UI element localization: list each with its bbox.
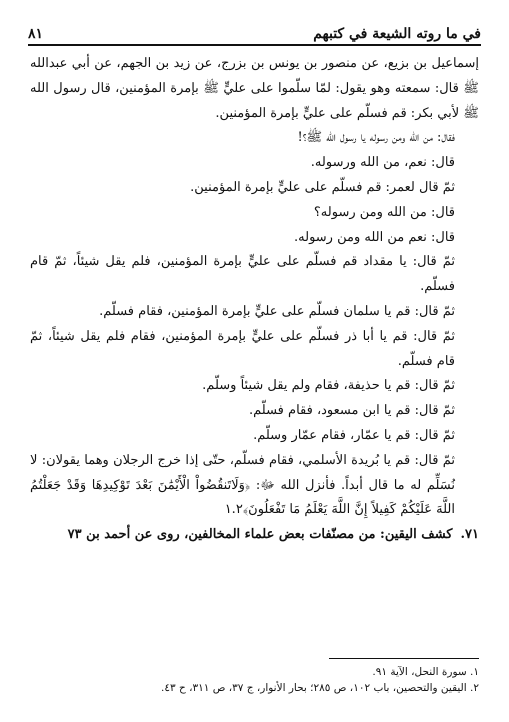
header-rule <box>28 44 481 46</box>
footnotes <box>30 664 479 696</box>
running-header <box>28 20 481 42</box>
paragraph: ثمّ قال: قم يا حذيفة، فقام ولم يقل شيئاً وسلّم. <box>202 378 455 394</box>
paragraph: ثمّ قال: قم يا أبا ذر فسلّم على عليٍّ بإمرة المؤمنين، فقام فلم يقل شيئاً، ثمّ قام فسلّم. <box>30 328 455 369</box>
footnote-rule <box>329 658 479 659</box>
paragraph-quran: ثمّ قال: قم يا بُريدة الأسلمي، فقام فسلّم، حتّى إذا خرج الرجلان وهما يقولان: لا نُسَلِّم له ما قال أبداً. فأنزل الله ﷻ: ﴿وَلَاتَنقُضُواْ الْأَيْمَٰنَ بَعْدَ تَوْكِيدِهَا وَقَدْ جَعَلْتُمُ اللَّهَ عَلَيْكُمْ كَفِيلاً إِنَّ اللَّهَ يَعْلَمُ مَا تَفْعَلُونَ﴾١.٢ <box>30 452 455 518</box>
paragraph: قال: من الله ومن رسوله؟ <box>313 204 455 220</box>
page-number: ٨١ <box>28 26 44 42</box>
entry-number: ٧١. <box>460 527 479 543</box>
running-title: في ما روته الشيعة في كتبهم <box>313 26 481 42</box>
paragraph: قال: نعم، من الله ورسوله. <box>310 155 455 171</box>
paragraph: ثمّ قال: قم يا عمّار، فقام عمّار وسلّم. <box>253 427 455 443</box>
paragraph: قال: نعم من الله ومن رسوله. <box>294 229 455 245</box>
paragraph: ثمّ قال: قم يا ابن مسعود، فقام فسلّم. <box>248 403 455 419</box>
paragraph: ثمّ قال لعمر: قم فسلّم على عليٍّ بإمرة المؤمنين. <box>190 179 455 195</box>
footnote: ٢. اليقين والتحصين، باب ١٠٢، ص ٢٨٥؛ بحار الأنوار، ج ٣٧، ص ٣١١، ح ٤٣. <box>160 682 479 694</box>
paragraph: ثمّ قال: يا مقداد قم فسلّم على عليٍّ بإمرة المؤمنين، فلم يقل شيئاً، ثمّ قام فسلّم. <box>30 254 455 295</box>
paragraph: فقال: من الله ومن رسوله يا رسول الله ﷺ؟! <box>297 130 455 146</box>
footnote: ١. سورة النحل، الآية ٩١. <box>372 666 479 678</box>
entry-text: كشف اليقين: من مصنّفات بعض علماء المخالفين، روى عن أحمد بن ٧٣ <box>67 527 453 543</box>
paragraph: ثمّ قال: قم يا سلمان فسلّم على عليٍّ بإمرة المؤمنين، فقام فسلّم. <box>99 303 455 319</box>
entry-heading <box>30 523 479 548</box>
main-text <box>30 52 479 548</box>
paragraph-isnad: إسماعيل بن بزيع، عن منصور بن يونس بن بزرج، عن زيد بن الجهم، عن أبي عبدالله ﷺ قال: سمعته وهو يقول: لمّا سلّموا على عليٍّ ﷺ بإمرة المؤمنين، قال رسول الله ﷺ لأبي بكر: قم فسلّم على عليٍّ بإمرة المؤمنين. <box>30 56 479 121</box>
